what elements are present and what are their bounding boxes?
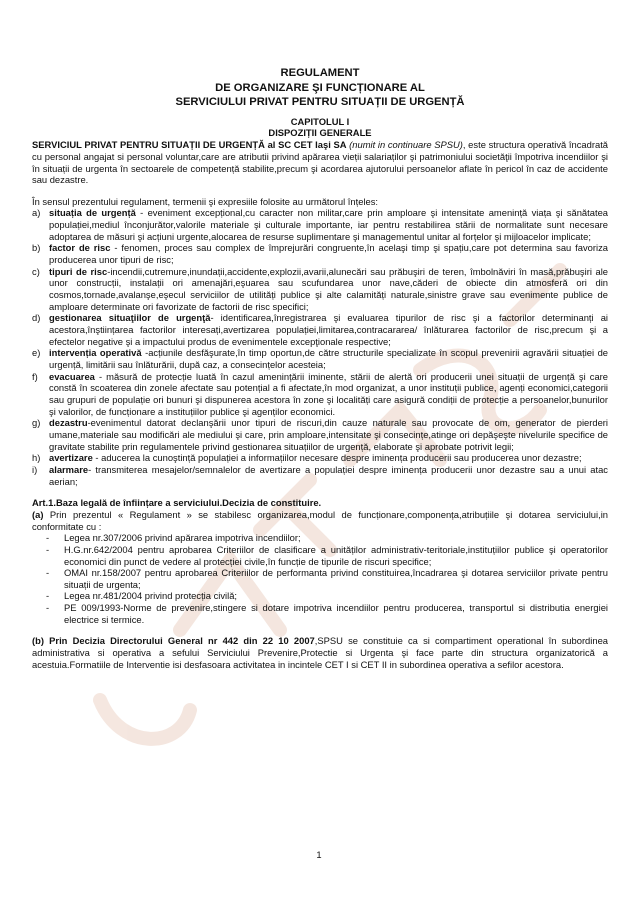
law-item: - H.G.nr.642/2004 pentru aprobarea Criteriilor de clasificare a unităților administrativ-teritoriale,instituțiilor publice şi operatorilor economici din punct de vedere al protecției civile,în funcție de tipurile de riscuri specifice; [32,544,608,567]
law-item: - Legea nr.481/2004 privind protecția civilă; [32,590,608,602]
definition-label: a) [32,207,41,219]
decision-reference: Prin Decizia Directorului General nr 442 din 22 10 2007 [43,635,315,647]
definition-item [32,207,608,242]
definition-item [32,452,608,464]
definition-item [32,242,608,265]
laws-list [32,532,608,625]
chapter-subtitle: DISPOZIȚII GENERALE [268,127,372,139]
definition-term: avertizare [49,452,93,464]
definition-term: intervenția operativă [49,347,142,359]
chapter-label: CAPITOLUL I [290,115,350,127]
title-line-3: SERVICIULUI PRIVAT PENTRU SITUAȚII DE URGENȚĂ [175,96,465,109]
definition-text: - fenomen, proces sau complex de împrejurări congruente,în acelaşi timp şi spațiu,care pot determina sau favoriza producerea unor tipuri de risc; [49,242,608,266]
article-1-b-text: ,SPSU se constituie ca si compartiment operational în subordinea administrativa si operativa a sefului Serviciului Prevenire,Protectie si Urgenta şi face parte din structura organizatorică a acestuia.Formatiile de Interventie isi desfasoara activitatea in incintele CET I si CET II in subordinea operativa a sefilor acestora. [32,635,608,670]
title-line-1: REGULAMENT [280,67,360,79]
definition-label: e) [32,347,41,359]
definition-label: c) [32,265,40,277]
definition-term: alarmare [49,463,89,475]
document-page [32,66,608,670]
definition-text: - identificarea,înregistrarea şi evaluarea tipurilor de risc şi a factorilor determinanți ai acestora,înştiințarea factorilor interesați,avertizarea populației,limitarea,contracararea/ înlăturarea factorilor de risc,precum şi a efectelor negative şi a impactului produs de evenimentele excepţionale respective; [49,312,608,347]
law-item: - Legea nr.307/2006 privind apărarea impotriva incendiilor; [32,532,608,544]
definition-label: d) [32,312,41,324]
document-title [32,66,608,110]
definition-term: dezastru [49,417,88,429]
definition-item [32,347,608,370]
definition-text: - măsură de protecție luată în cazul amenințării iminente, stării de alertă ori producerii unei situații de urgență şi care constă în scoaterea din zonele afectate sau potențial a fi afectate,în mod organizat, a unor instituții publice, agenți economici,categorii sau grupuri de populație ori bunuri şi dispunerea acestora în zone şi localități care asigură condiții de protecție a persoanelor,bunurilor şi valorilor, de funcționare a instituțiilor publice şi agenților economici. [49,370,608,417]
definition-item [32,464,608,487]
intro-paragraph [32,139,608,186]
definition-term: tipuri de risc [49,265,108,277]
article-1-a-text: Prin prezentul « Regulament » se stabilesc organizarea,modul de funcționare,componența,atribuțiile şi dotarea serviciului,in conformitate cu : [32,508,608,532]
definition-label: i) [32,463,38,475]
definitions-list [32,207,608,487]
definition-term: factor de risc [49,242,111,254]
title-line-2: DE ORGANIZARE ŞI FUNCȚIONARE AL [215,81,425,94]
definition-label: h) [32,452,41,464]
definition-term: gestionarea situaţiilor de urgenţă [49,312,211,324]
definition-label: f) [32,370,38,382]
definitions-intro: În sensul prezentului regulament, termenii şi expresiile folosite au următorul înțeles: [32,195,379,207]
article-1-a-label: (a) [32,508,44,520]
definition-item [32,266,608,313]
definition-text: -acțiunile desfăşurate,în timp oportun,de către structurile specializate în scopul prevenirii agravării situației de urgență, limitării sau înlăturării, după caz, a consecințelor acesteia; [49,347,609,370]
chapter-heading [32,116,608,140]
page-number: 1 [316,849,322,860]
definition-label: b) [32,242,41,254]
definition-text: - transmiterea mesajelor/semnalelor de avertizare a populației despre iminența producerii unor dezastre sau a unui atac aerian; [49,463,608,487]
definition-term: evacuarea [49,370,95,382]
definition-label: g) [32,417,41,429]
definition-item [32,312,608,347]
article-1-a [32,509,608,532]
article-1-b [32,635,608,670]
definition-text: - eveniment excepțional,cu caracter non militar,care prin amploare şi intensitate amenință viața şi sănătatea populației,mediul înconjurător,valorile materiale şi culturale importante, iar pentru restabilirea stării de normalitate sunt necesare adoptarea de măsuri şi acțiuni urgente,alocarea de resurse suplimentare şi managementul unitar al forțelor şi mijloacelor implicate; [49,207,608,242]
article-1-heading: Art.1.Baza legală de înființare a serviciului.Decizia de constituire. [32,497,322,509]
definition-item [32,417,608,452]
definition-item [32,371,608,418]
law-item: - PE 009/1993-Norme de prevenire,stingere si dotare impotriva incendiilor pentru producerea, transportul si distributia energiei electrice si termice. [32,602,608,625]
law-item: - OMAI nr.158/2007 pentru aprobarea Criteriilor de performanta privind constituirea,încadrarea şi dotarea serviciilor private pentru situații de urgenta; [32,567,608,590]
definition-text: - aducerea la cunoştință populației a informațiilor necesare despre iminența producerii sau producerea unor dezastre; [92,452,582,464]
service-name: SERVICIUL PRIVAT PENTRU SITUAȚII DE URGENȚĂ al SC CET Iaşi SA [32,139,347,151]
service-abbrev: (numit in continuare SPSU) [349,139,463,151]
intro-text: , este structura operativă încadrată cu personal angajat si personal voluntar,care are atributii privind apărarea vieții salariaților şi patrimoniului societăţii împotriva incendiilor şi în situații de urgenta în sectoarele de competență stabilite,precum şi acordarea ajutorului persoanelor aflate în pericol în caz de accidente sau dezastre. [32,139,609,186]
definition-text: -evenimentul datorat declanşării unor tipuri de riscuri,din cauze naturale sau provocate de om, generator de pierderi umane,materiale sau modificări ale mediului şi care, prin amploare,intensitate şi consecințe,atinge ori depăşeşte nivelurile specifice de gravitate stabilite prin regulamentele privind gestionarea situațiilor de urgență, elaborate şi aprobate potrivit legii; [49,417,608,452]
definition-term: situația de urgență [49,207,136,219]
article-1-b-label: (b) [32,635,44,647]
definition-text: -incendii,cutremure,inundații,accidente,explozii,avarii,alunecări sau prăbuşiri de teren, îmbolnăviri în masă,prăbuşiri ale unor construcții, instalații ori amenajări,eşuarea sau scufundarea unor nave,căderi de obiecte din atmosferă ori din cosmos,tornade,avalanşe,eşecul serviciilor de utilități publice şi alte calamități naturale,sinistre grave sau evenimente publice de amploare determinate ori favorizate de factorii de risc specifici; [49,265,608,312]
